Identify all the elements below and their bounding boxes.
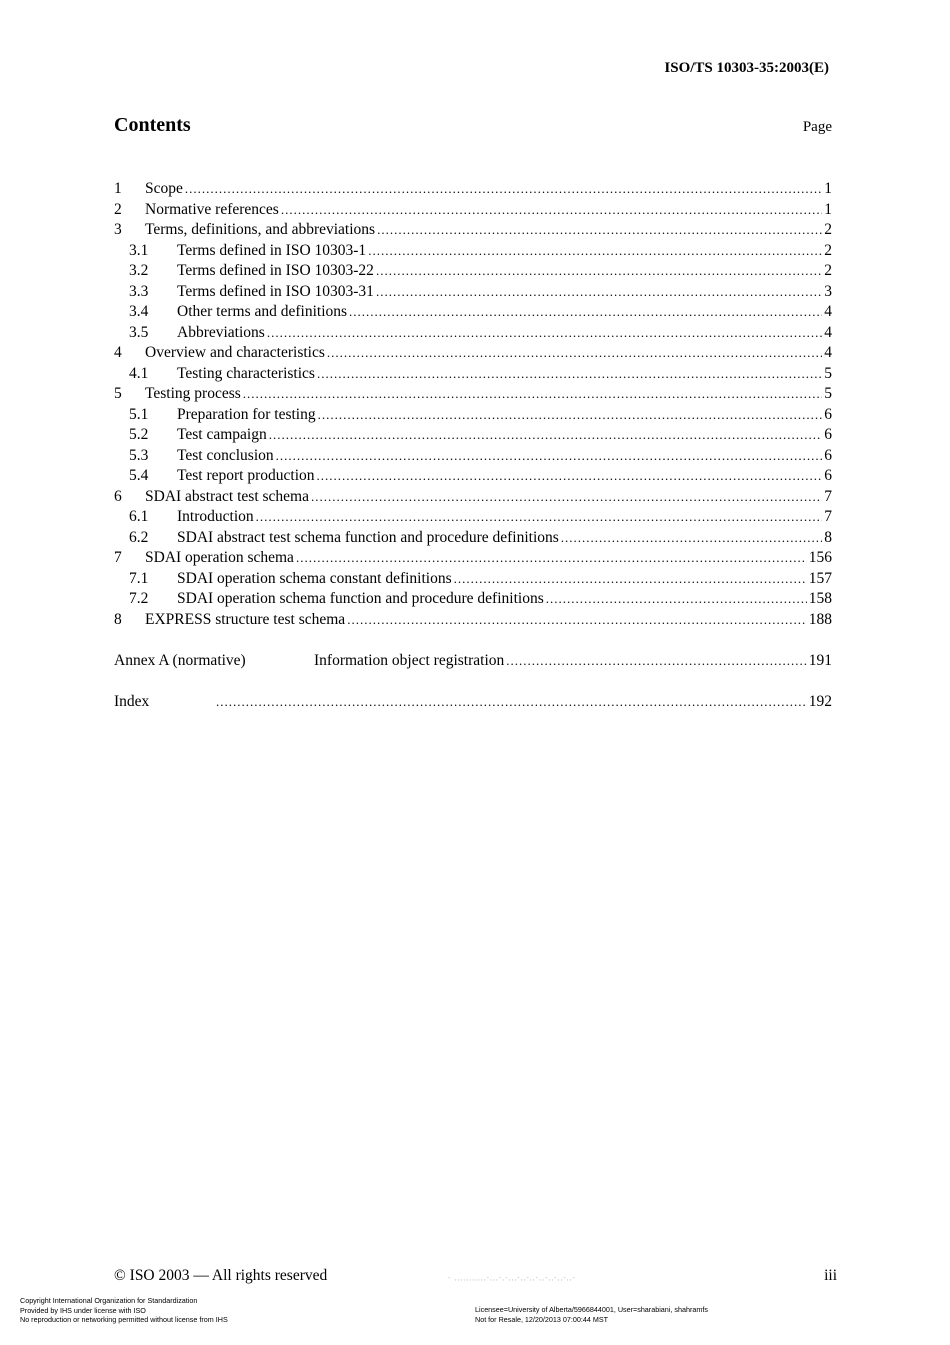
dot-leader [327,343,822,364]
index-page: 192 [808,692,832,710]
legal-line: Not for Resale, 12/20/2013 07:00:44 MST [475,1314,609,1324]
toc-entry-number: 3.2 [129,262,149,279]
document-id: ISO/TS 10303-35:2003(E) [664,60,829,76]
dot-leader [317,466,823,487]
toc-entry[interactable] [114,405,832,426]
toc-entry[interactable] [114,241,832,262]
toc-entry[interactable] [114,302,832,323]
toc-entry-page: 1 [824,180,832,197]
page-column-label: Page [802,119,832,135]
toc-entry-number: 7.1 [129,569,149,587]
dot-leader [546,589,807,610]
toc-entry-number: 3.3 [129,282,149,300]
toc-entry-title: Testing process [145,385,241,402]
toc-entry-title: Terms, definitions, and abbreviations [145,221,376,238]
toc-entry-title: Testing characteristics [177,364,315,382]
toc-entry[interactable] [114,548,832,569]
toc-entry-page: 3 [824,282,832,300]
dot-leader [317,364,822,385]
dot-leader [216,692,807,713]
toc-entry[interactable] [114,507,832,528]
toc-entry[interactable] [114,528,832,549]
toc-entry-title: Scope [145,180,183,197]
toc-entry-page: 2 [824,262,832,279]
toc-entry-title: SDAI operation schema function and procedure definitions [177,590,544,607]
toc-entry-number: 5 [114,385,122,402]
toc-entry-title: Overview and characteristics [145,344,325,361]
dot-leader [185,179,822,200]
toc-entry[interactable] [114,200,832,221]
toc-entry-number: 3 [114,221,122,238]
toc-entry[interactable] [114,384,832,405]
toc-entry[interactable] [114,179,832,200]
toc-entry-page: 188 [808,610,832,628]
toc-entry-title: Terms defined in ISO 10303-31 [177,282,374,300]
dot-leader [347,610,807,631]
toc-entry-number: 6.1 [129,508,149,525]
toc-entry-number: 5.2 [129,426,149,443]
toc-entry-page: 1 [824,200,832,218]
toc-entry-page: 8 [824,528,832,546]
dot-leader [267,323,822,344]
toc-entry-page: 6 [824,426,832,443]
toc-entry-number: 2 [114,200,122,218]
dot-leader [376,261,822,282]
toc-entry[interactable] [114,343,832,364]
toc-entry-title: SDAI abstract test schema function and procedure definitions [177,528,559,546]
toc-entry-number: 4.1 [129,364,149,382]
page-number: iii [824,1267,837,1284]
toc-entry-title: Terms defined in ISO 10303-1 [177,241,367,259]
toc-entry-page: 5 [824,385,832,402]
toc-entry-title: Abbreviations [177,323,265,341]
legal-line: Licensee=University of Alberta/5966844001, User=sharabiani, shahramfs [475,1305,708,1314]
toc-entry-title: Preparation for testing [177,405,316,423]
toc-entry-page: 156 [808,549,832,566]
legal-line: No reproduction or networking permitted without license from IHS [20,1315,228,1324]
dot-leader [377,220,822,241]
dot-leader [376,282,822,303]
toc-entry-page: 158 [808,590,832,607]
toc-entry-page: 6 [824,446,832,464]
toc-entry-number: 8 [114,610,122,628]
toc-entry-title: Test report production [177,467,315,484]
toc-entry-title: SDAI abstract test schema [145,487,309,505]
toc-entry-page: 5 [824,364,832,382]
toc-entry-page: 7 [824,487,832,505]
dot-leader [311,487,822,508]
toc-entry[interactable] [114,220,832,241]
toc-entry-number: 1 [114,180,122,197]
toc-entry[interactable] [114,282,832,303]
toc-entry-title: SDAI operation schema [145,549,294,566]
dot-leader [243,384,822,405]
toc-entry[interactable] [114,446,832,467]
toc-entry-title: SDAI operation schema constant definitions [177,569,452,587]
dot-leader [296,548,807,569]
toc-entry[interactable] [114,466,832,487]
toc-index-row[interactable] [114,692,832,713]
toc-entry-page: 2 [824,241,832,259]
dot-leader [276,446,823,467]
toc-entry-number: 5.1 [129,405,149,423]
toc-annex-row[interactable] [114,651,832,672]
toc-entry[interactable] [114,610,832,631]
contents-title: Contents [114,114,191,136]
toc-entry-page: 7 [824,508,832,525]
dot-leader [281,200,822,221]
toc-entry-title: Introduction [177,508,254,525]
toc-entry[interactable] [114,323,832,344]
dot-leader [561,528,822,549]
copyright-notice: © ISO 2003 — All rights reserved [114,1267,328,1284]
toc-entry[interactable] [114,589,832,610]
toc-entry-page: 6 [824,467,832,484]
toc-entry-number: 6 [114,487,122,505]
toc-entry-page: 4 [824,323,832,341]
toc-entry[interactable] [114,364,832,385]
toc-entry-page: 157 [808,569,832,587]
toc-entry-number: 7 [114,549,122,566]
dot-leader [368,241,822,262]
toc-entry-number: 3.1 [129,241,149,259]
legal-line: Provided by IHS under license with ISO [20,1305,146,1315]
table-of-contents [114,179,832,712]
toc-entry-page: 4 [824,303,832,320]
toc-entry-number: 3.5 [129,323,149,341]
toc-entry-title: Terms defined in ISO 10303-22 [177,262,374,279]
legal-notice-right [475,1305,708,1324]
toc-entry-number: 5.4 [129,467,149,484]
toc-entry-number: 4 [114,344,122,361]
dot-leader [318,405,823,426]
toc-entry-page: 4 [824,344,832,361]
toc-entry[interactable] [114,487,832,508]
annex-title: Information object registration [314,651,505,669]
toc-entry-title: EXPRESS structure test schema [145,610,346,628]
toc-entry-title: Other terms and definitions [177,303,348,320]
toc-entry-page: 6 [824,405,832,423]
legal-notice-left [20,1296,228,1325]
dot-leader [256,507,823,528]
annex-page: 191 [808,651,832,669]
toc-entry-title: Test campaign [177,426,267,443]
toc-entry[interactable] [114,569,832,590]
toc-entry-page: 2 [824,221,832,238]
index-label: Index [114,692,150,710]
toc-entry-title: Normative references [145,200,279,218]
toc-entry-number: 7.2 [129,590,149,607]
toc-entry[interactable] [114,261,832,282]
toc-entry-number: 5.3 [129,446,149,464]
dot-leader [454,569,807,590]
legal-line: Copyright International Organization for Standardization [20,1296,198,1305]
annex-label: Annex A (normative) [114,651,246,669]
dot-leader [269,425,823,446]
toc-entry[interactable] [114,425,832,446]
toc-entry-number: 6.2 [129,528,149,546]
toc-entry-title: Test conclusion [177,446,274,464]
faint-watermark-text: - ,,,,,,,,,,,-,,,-,-,,,-,,-,,-,,-,,-,,-,,- [448,1275,576,1282]
dot-leader [506,651,807,672]
toc-entry-number: 3.4 [129,303,149,320]
dot-leader [349,302,822,323]
